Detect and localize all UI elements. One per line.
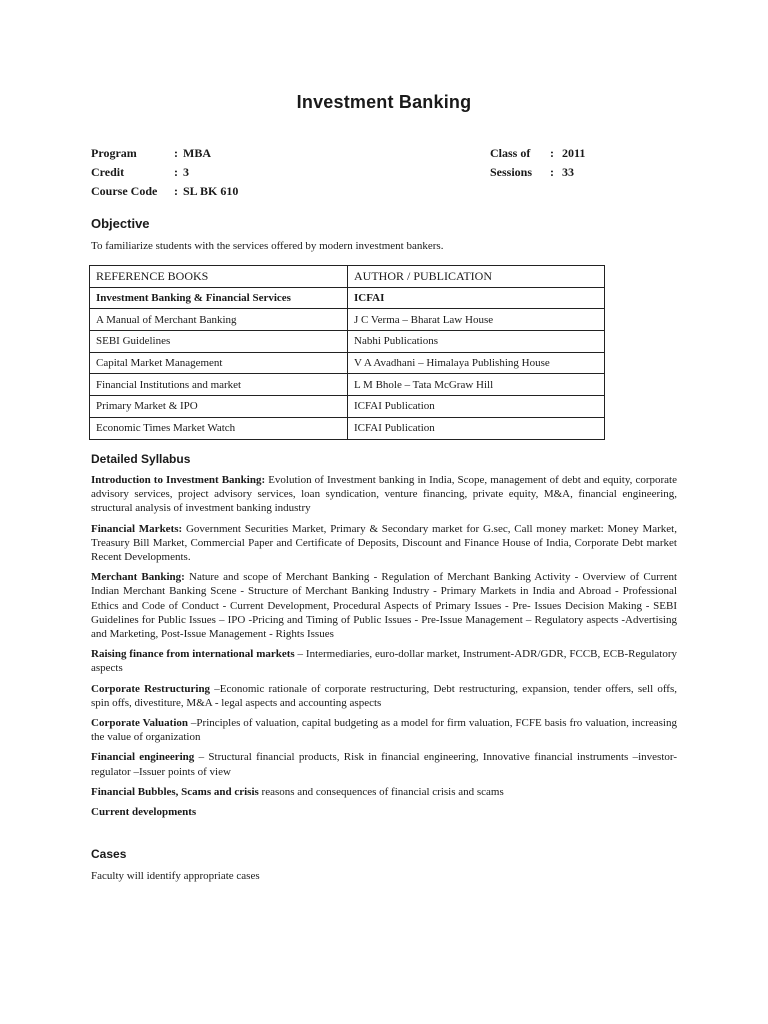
cases-text: Faculty will identify appropriate cases xyxy=(91,870,260,882)
syllabus-item-title: Raising finance from international markets xyxy=(91,648,295,661)
syllabus-item-text: – Intermediaries, euro-dollar market, Instrument-ADR/GDR, FCCB, ECB-Regulatory aspects xyxy=(91,648,677,675)
course-code-value: SL BK 610 xyxy=(183,184,239,198)
syllabus-item xyxy=(91,682,677,710)
reference-books-table xyxy=(89,265,605,440)
author-cell: ICFAI Publication xyxy=(348,417,605,439)
objective-text: To familiarize students with the services offered by modern investment bankers. xyxy=(91,240,444,252)
syllabus-item xyxy=(91,473,677,516)
syllabus-item xyxy=(91,647,677,675)
author-cell: ICFAI Publication xyxy=(348,396,605,418)
book-title-cell: A Manual of Merchant Banking xyxy=(90,309,348,331)
book-title-cell: Capital Market Management xyxy=(90,352,348,374)
book-title-cell: SEBI Guidelines xyxy=(90,331,348,353)
credit-label: Credit xyxy=(91,165,125,179)
separator: : xyxy=(174,146,178,160)
syllabus-item-title: Financial engineering xyxy=(91,751,195,764)
author-cell: L M Bhole – Tata McGraw Hill xyxy=(348,374,605,396)
author-cell: Nabhi Publications xyxy=(348,331,605,353)
program-info-right xyxy=(490,144,585,182)
syllabus-item xyxy=(91,750,677,778)
syllabus-item-text: Government Securities Market, Primary & Secondary market for G.sec, Call money market: Money Market, Treasury Bill Market, Commercial Paper and Certificate of Deposits, Discount and Finance House of India, Corporate Debt market Recent Developments. xyxy=(91,522,677,564)
separator: : xyxy=(174,165,178,179)
class-of-label: Class of xyxy=(490,146,531,160)
sessions-row xyxy=(490,163,585,182)
credit-value: 3 xyxy=(183,165,189,179)
syllabus-heading: Detailed Syllabus xyxy=(91,452,191,466)
table-row xyxy=(90,309,605,331)
book-title-cell: Investment Banking & Financial Services xyxy=(90,287,348,309)
syllabus-item-text: reasons and consequences of financial crisis and scams xyxy=(258,785,504,798)
syllabus-item-text: – Structural financial products, Risk in financial engineering, Innovative financial instruments –investor-regulator –Issuer points of view xyxy=(91,751,678,778)
program-label: Program xyxy=(91,146,137,160)
syllabus-item xyxy=(91,716,677,744)
course-code-row xyxy=(91,182,238,201)
syllabus-item-title: Merchant Banking: xyxy=(91,571,185,584)
header-reference-books: REFERENCE BOOKS xyxy=(90,266,348,288)
separator: : xyxy=(550,146,554,160)
syllabus-item-title: Corporate Restructuring xyxy=(91,682,211,695)
author-cell: V A Avadhani – Himalaya Publishing House xyxy=(348,352,605,374)
syllabus-item-title: Financial Bubbles, Scams and crisis xyxy=(91,785,259,798)
sessions-label: Sessions xyxy=(490,165,533,179)
syllabus-item xyxy=(91,785,677,799)
table-row xyxy=(90,374,605,396)
syllabus-item-title: Corporate Valuation xyxy=(91,717,189,730)
syllabus-item xyxy=(91,522,677,565)
table-header-row xyxy=(90,266,605,288)
syllabus-item-title: Current developments xyxy=(91,806,197,819)
program-value: MBA xyxy=(183,146,211,160)
course-code-label: Course Code xyxy=(91,184,158,198)
book-title-cell: Economic Times Market Watch xyxy=(90,417,348,439)
syllabus-item-title: Introduction to Investment Banking: xyxy=(91,474,266,486)
author-cell: ICFAI xyxy=(348,287,605,309)
book-title-cell: Primary Market & IPO xyxy=(90,396,348,418)
sessions-value: 33 xyxy=(562,165,574,179)
class-of-value: 2011 xyxy=(562,146,586,160)
separator: : xyxy=(550,165,554,179)
header-author-publication: AUTHOR / PUBLICATION xyxy=(348,266,605,288)
separator: : xyxy=(174,184,178,198)
syllabus-item xyxy=(91,570,677,641)
table-row xyxy=(90,287,605,309)
objective-heading: Objective xyxy=(91,216,150,231)
syllabus-item-text: –Economic rationale of corporate restructuring, Debt restructuring, expansion, tender offers, sell offs, spin offs, divestiture, M&A - legal aspects and accounting aspects xyxy=(91,682,677,709)
syllabus-item-text: –Principles of valuation, capital budgeting as a model for firm valuation, FCFE basis fro valuation, increasing the value of organization xyxy=(91,717,677,744)
table-row xyxy=(90,396,605,418)
author-cell: J C Verma – Bharat Law House xyxy=(348,309,605,331)
table-row xyxy=(90,352,605,374)
page-title: Investment Banking xyxy=(296,92,472,112)
program-info-left xyxy=(91,144,238,201)
class-of-row xyxy=(490,144,585,163)
syllabus-body xyxy=(91,473,677,825)
syllabus-item-title: Financial Markets: xyxy=(91,522,183,535)
syllabus-item xyxy=(91,805,677,819)
cases-heading: Cases xyxy=(91,847,127,861)
table-row xyxy=(90,331,605,353)
syllabus-item-text: Nature and scope of Merchant Banking - Regulation of Merchant Banking Activity - Overview of Current Indian Merchant Banking Scene - Structure of Merchant Banking Industry - Primary Markets in India and Abroad - Professional Ethics and Code of Conduct - Current Development, Procedural Aspects of Primary Issues - Pre- Issues Decision Making - SEBI Guidelines for Public Issues – IPO -Pricing and Timing of Public Issues - Pre-Issue Management – Regulatory aspects -Advertising and Marketing, Post-Issue Management - Rights Issues xyxy=(91,571,678,641)
book-title-cell: Financial Institutions and market xyxy=(90,374,348,396)
syllabus-item-text: Evolution of Investment banking in India, Scope, management of debt and equity, corporate advisory services, project advisory services, loan syndication, venture financing, private equity, M&A, financial engineering, structural analysis of investment banking industry xyxy=(91,474,677,515)
program-row xyxy=(91,144,238,163)
table-row xyxy=(90,417,605,439)
credit-row xyxy=(91,163,238,182)
